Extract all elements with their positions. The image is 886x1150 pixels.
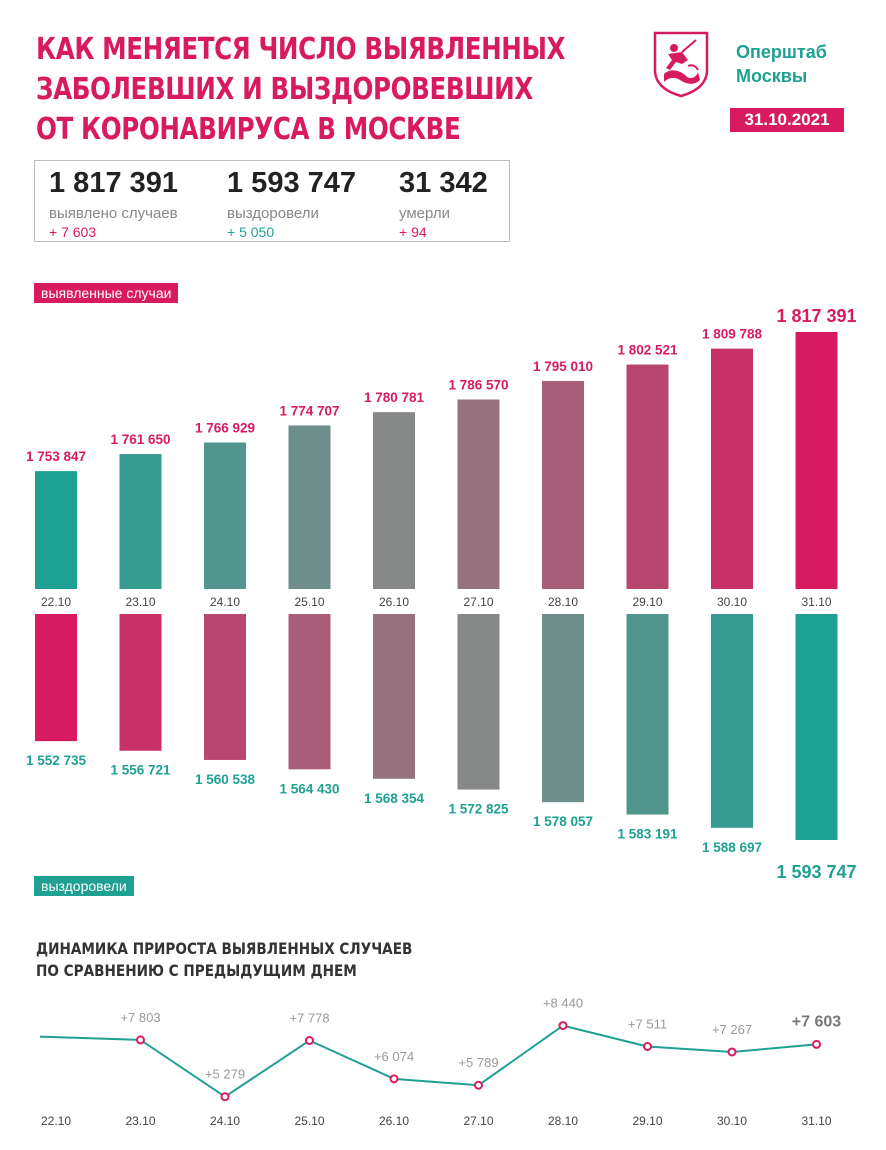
title-line: ОТ КОРОНАВИРУСА В МОСКВЕ	[36, 112, 461, 147]
increase-point	[222, 1093, 229, 1100]
date-tick-label: 22.10	[40, 595, 72, 609]
summary-value: 1 817 391	[49, 167, 179, 199]
increase-point	[644, 1043, 651, 1050]
summary-deaths	[399, 167, 488, 240]
cases-tag: выявленные случаи	[34, 283, 178, 303]
summary-value: 1 593 747	[227, 167, 357, 199]
cases-bar	[796, 332, 838, 589]
cases-bar	[627, 365, 669, 589]
recovered-value-label: 1 578 057	[532, 814, 594, 830]
increase-point	[306, 1037, 313, 1044]
cases-value-label: 1 780 781	[363, 390, 425, 406]
increase-line	[40, 1026, 817, 1097]
bar-charts	[0, 300, 886, 880]
line-chart-title	[36, 938, 556, 982]
date-tick-label: 29.10	[632, 595, 663, 609]
recovered-value-label: 1 568 354	[363, 790, 425, 806]
line-date-tick-label: 31.10	[801, 1114, 832, 1128]
increase-value-label: +8 440	[542, 995, 584, 1011]
cases-bar	[120, 454, 162, 589]
title-line: ЗАБОЛЕВШИХ И ВЫЗДОРОВЕВШИХ	[36, 72, 533, 107]
increase-point	[813, 1041, 820, 1048]
line-date-tick-label: 26.10	[378, 1114, 410, 1128]
summary-value: 31 342	[399, 167, 488, 199]
org-line: Оперштаб	[736, 42, 827, 62]
summary-label: умерли	[399, 205, 450, 222]
increase-value-label: +7 803	[120, 1009, 161, 1025]
line-date-tick-label: 24.10	[209, 1114, 241, 1128]
cases-bar	[542, 381, 584, 589]
recovered-value-label: 1 552 735	[25, 753, 87, 769]
line-date-tick-label: 28.10	[547, 1114, 579, 1128]
cases-bar	[373, 412, 415, 589]
date-tick-label: 24.10	[209, 595, 241, 609]
summary-delta: + 94	[399, 224, 427, 240]
cases-value-label: 1 761 650	[110, 432, 171, 448]
increase-value-label: +6 074	[373, 1048, 415, 1064]
line-date-tick-label: 22.10	[40, 1114, 72, 1128]
recovered-bar	[204, 614, 246, 760]
date-tick-label: 26.10	[378, 595, 410, 609]
recovered-bar	[711, 614, 753, 828]
cases-bar	[204, 442, 246, 589]
increase-value-label: +7 603	[791, 1013, 842, 1031]
increase-point	[560, 1022, 567, 1029]
recovered-value-label: 1 583 191	[617, 826, 678, 842]
recovered-tag: выздоровели	[34, 876, 134, 896]
date-tick-label: 30.10	[716, 595, 748, 609]
line-chart	[0, 985, 886, 1145]
recovered-value-label: 1 560 538	[194, 771, 256, 787]
increase-value-label: +7 511	[627, 1016, 668, 1032]
summary-cases	[49, 167, 178, 240]
cases-value-label: 1 753 847	[25, 449, 87, 465]
recovered-bar	[289, 614, 331, 769]
recovered-value-label: 1 564 430	[279, 781, 340, 797]
date-tick-label: 28.10	[547, 595, 579, 609]
line-date-tick-label: 30.10	[716, 1114, 748, 1128]
increase-point	[729, 1048, 736, 1055]
date-tick-label: 25.10	[294, 595, 325, 609]
recovered-bar	[373, 614, 415, 779]
increase-value-label: +5 789	[458, 1055, 499, 1071]
cases-value-label: 1 795 010	[532, 358, 594, 374]
cases-bar	[711, 349, 753, 589]
cases-bar	[458, 399, 500, 589]
recovered-bar	[120, 614, 162, 751]
recovered-bar	[35, 614, 77, 741]
line-date-tick-label: 27.10	[463, 1114, 494, 1128]
org-line: Москвы	[736, 66, 808, 86]
recovered-bar	[458, 614, 500, 790]
recovered-value-label: 1 588 697	[701, 839, 763, 855]
cases-value-label: 1 809 788	[701, 326, 763, 342]
date-tick-label: 27.10	[463, 595, 494, 609]
org-name	[736, 40, 827, 88]
line-date-tick-label: 23.10	[125, 1114, 156, 1128]
recovered-bar	[796, 614, 838, 840]
cases-bar	[35, 471, 77, 589]
recovered-value-label: 1 556 721	[110, 762, 171, 778]
cases-value-label: 1 802 521	[617, 342, 678, 358]
summary-box	[34, 160, 510, 242]
recovered-bar	[542, 614, 584, 802]
increase-value-label: +5 279	[204, 1066, 246, 1082]
summary-label: выздоровели	[227, 205, 319, 222]
line-title-line: ПО СРАВНЕНИЮ С ПРЕДЫДУЩИМ ДНЕМ	[36, 961, 357, 980]
recovered-value-label: 1 593 747	[776, 862, 857, 880]
increase-value-label: +7 778	[289, 1010, 330, 1026]
page-title	[36, 30, 566, 150]
line-date-tick-label: 29.10	[632, 1114, 663, 1128]
cases-bar	[289, 425, 331, 589]
increase-point	[475, 1082, 482, 1089]
cases-value-label: 1 766 929	[194, 420, 256, 436]
line-date-tick-label: 25.10	[294, 1114, 325, 1128]
summary-label: выявлено случаев	[49, 205, 178, 222]
cases-value-label: 1 817 391	[776, 306, 857, 326]
summary-delta: + 5 050	[227, 224, 275, 240]
moscow-coat-of-arms-icon	[652, 30, 710, 98]
recovered-bar	[627, 614, 669, 815]
summary-recovered	[227, 167, 356, 240]
cases-value-label: 1 786 570	[448, 377, 509, 393]
date-badge: 31.10.2021	[730, 108, 844, 132]
summary-delta: + 7 603	[49, 224, 97, 240]
increase-point	[137, 1036, 144, 1043]
increase-value-label: +7 267	[711, 1021, 753, 1037]
date-tick-label: 23.10	[125, 595, 156, 609]
recovered-value-label: 1 572 825	[448, 801, 509, 817]
increase-point	[391, 1075, 398, 1082]
cases-value-label: 1 774 707	[279, 403, 340, 419]
line-title-line: ДИНАМИКА ПРИРОСТА ВЫЯВЛЕННЫХ СЛУЧАЕВ	[36, 939, 413, 958]
title-line: КАК МЕНЯЕТСЯ ЧИСЛО ВЫЯВЛЕННЫХ	[36, 32, 566, 67]
date-tick-label: 31.10	[801, 595, 832, 609]
